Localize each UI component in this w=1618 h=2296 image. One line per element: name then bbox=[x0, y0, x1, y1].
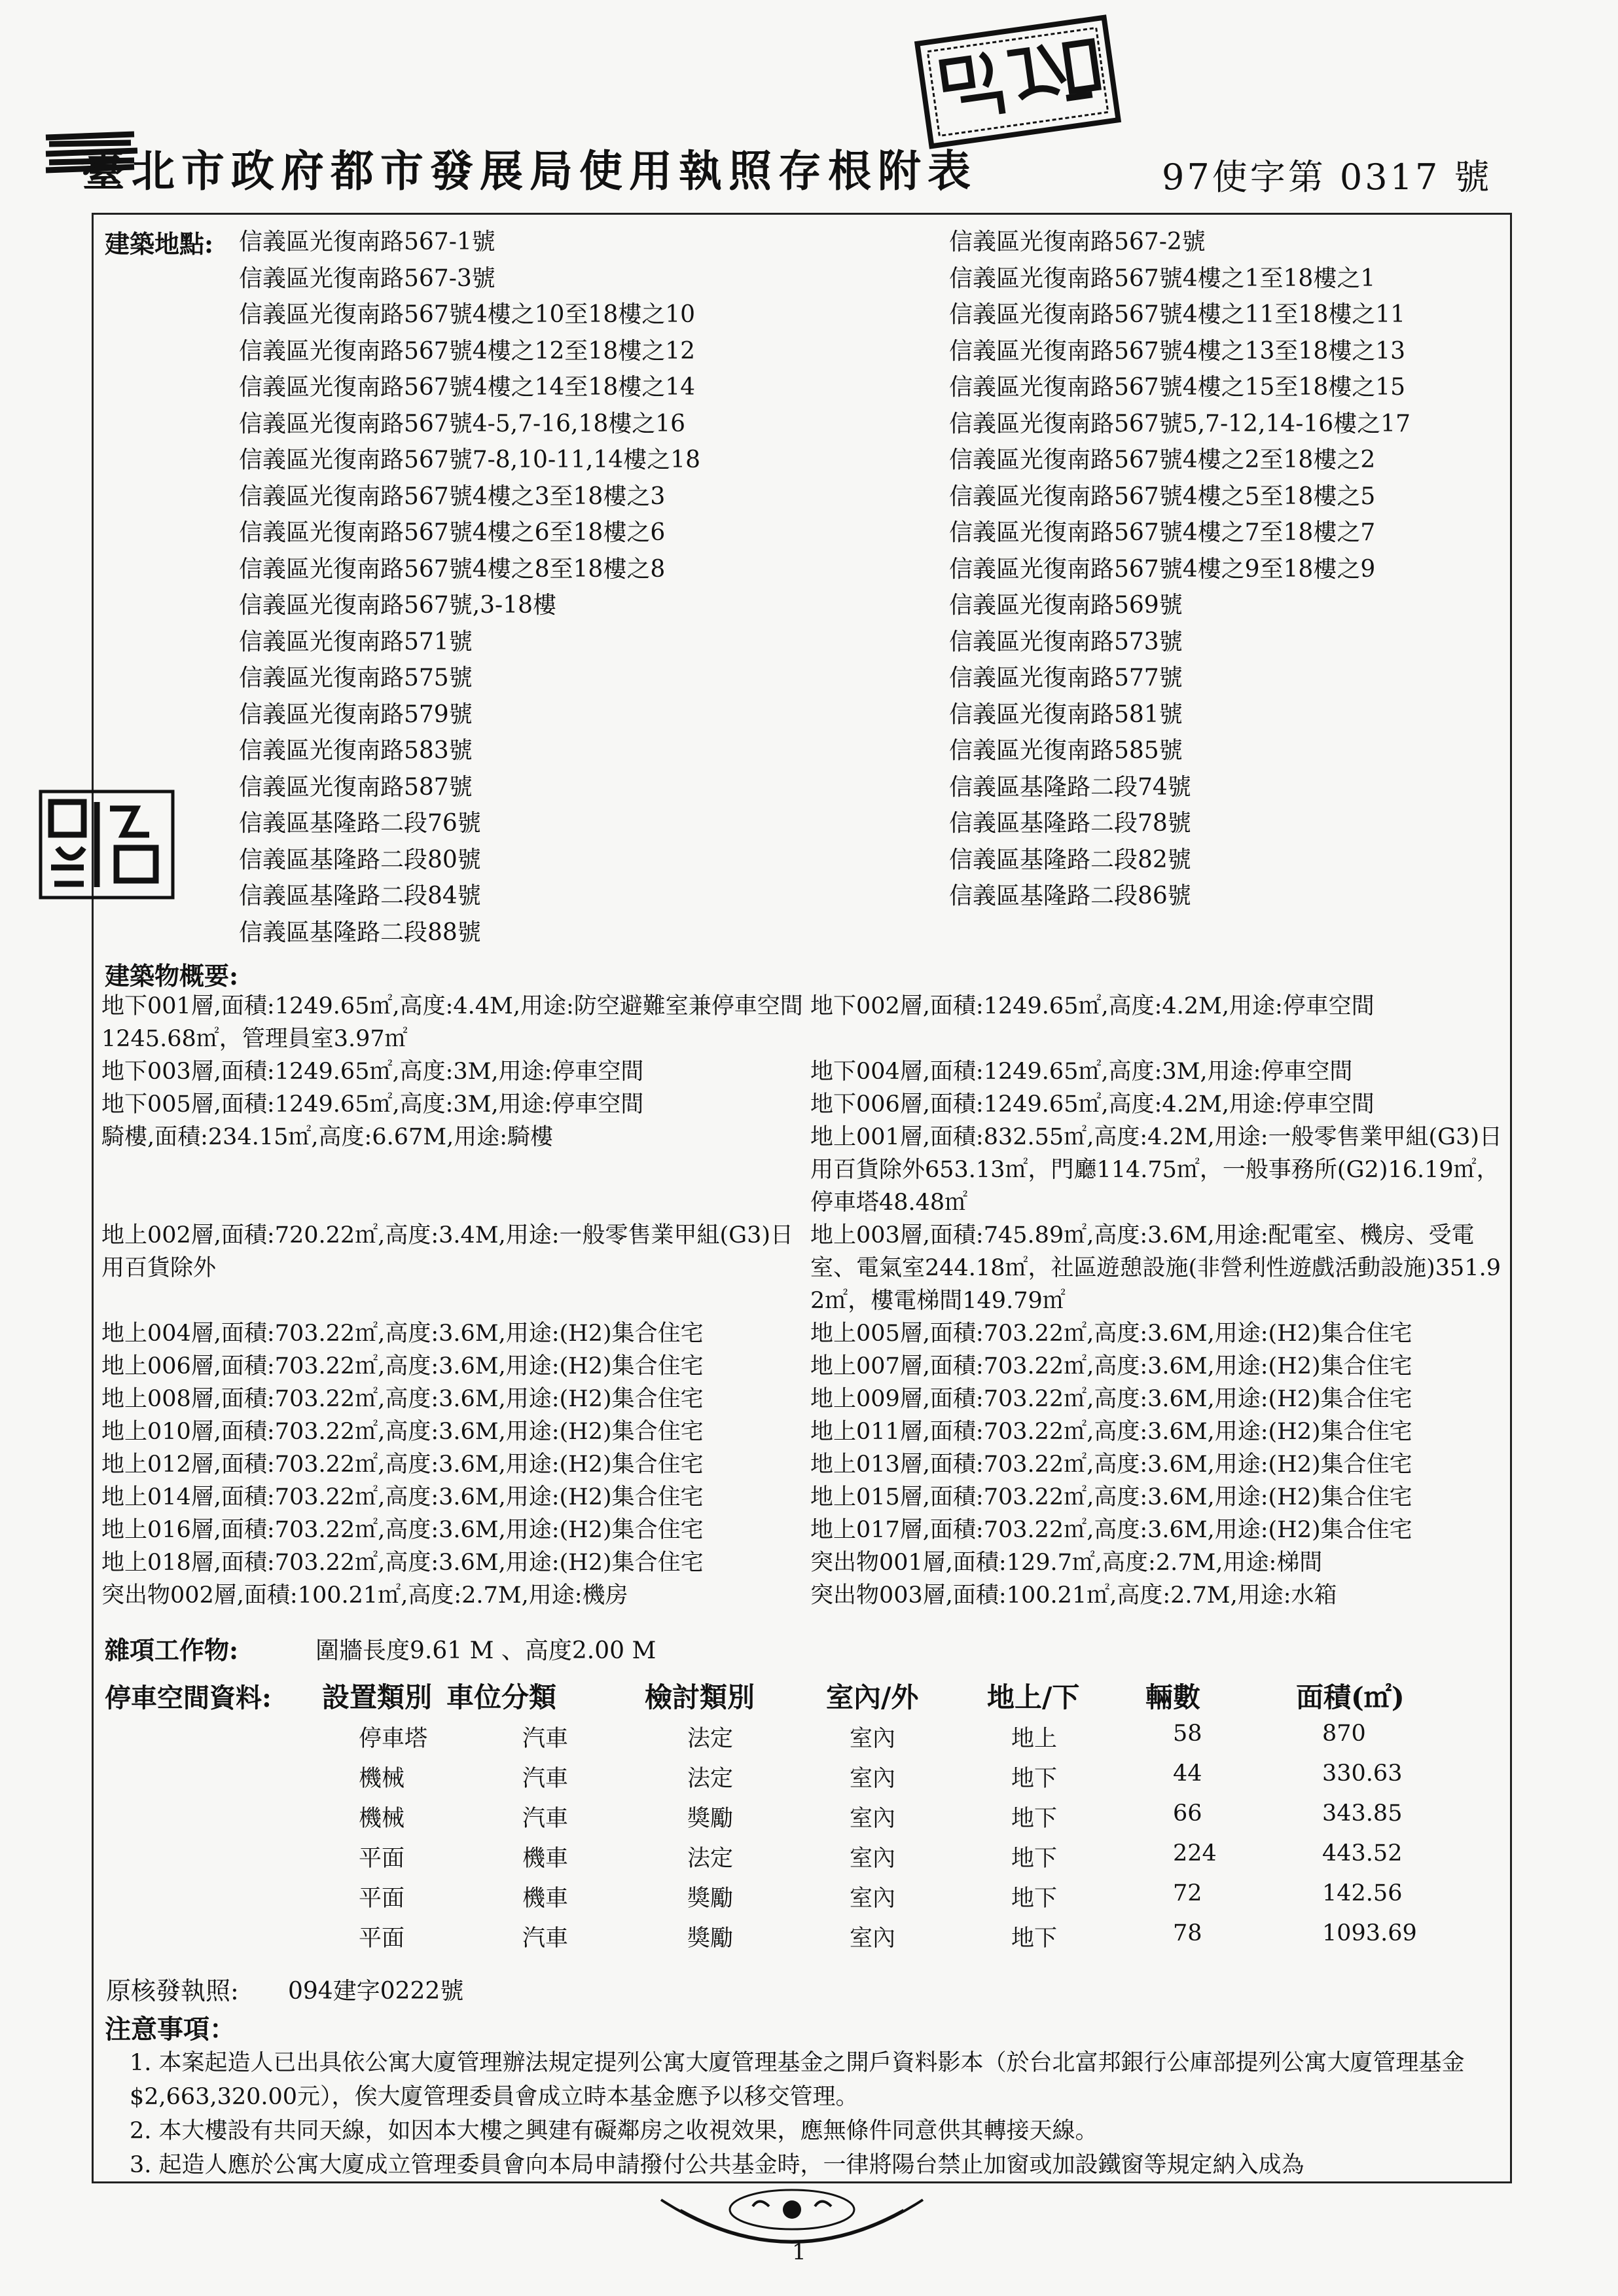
parking-header: 檢討類別 bbox=[645, 1681, 755, 1713]
parking-cell: 汽車 bbox=[522, 1726, 569, 1752]
building-entry: 地下001層,面積:1249.65㎡,高度:4.4M,用途:防空避難室兼停車空間1245.68㎡，管理員室3.97㎡ bbox=[101, 993, 803, 1052]
building-entry: 地上017層,面積:703.22㎡,高度:3.6M,用途:(H2)集合住宅 bbox=[810, 1517, 1412, 1543]
building-entry: 地上009層,面積:703.22㎡,高度:3.6M,用途:(H2)集合住宅 bbox=[810, 1386, 1412, 1412]
parking-header: 輛數 bbox=[1145, 1681, 1201, 1713]
address-list-right bbox=[949, 224, 1411, 915]
address-item: 信義區光復南路581號 bbox=[949, 701, 1183, 728]
building-entry: 地下005層,面積:1249.65㎡,高度:3M,用途:停車空間 bbox=[101, 1091, 644, 1118]
document-number: 97使字第 0317 號 bbox=[1162, 156, 1492, 198]
building-entry: 地上003層,面積:745.89㎡,高度:3.6M,用途:配電室、機房、受電室、電氣室244.18㎡，社區遊憩設施(非營利性遊戲活動設施)351.92㎡，樓電梯間149.79㎡ bbox=[810, 1222, 1501, 1314]
parking-cell: 獎勵 bbox=[687, 1886, 734, 1912]
building-entry: 地下006層,面積:1249.65㎡,高度:4.2M,用途:停車空間 bbox=[810, 1091, 1375, 1118]
parking-header: 設置類別 bbox=[322, 1681, 433, 1713]
parking-cell: 室內 bbox=[850, 1766, 896, 1792]
address-item: 信義區光復南路577號 bbox=[949, 665, 1183, 691]
parking-cell: 機械 bbox=[359, 1766, 405, 1792]
address-item: 信義區光復南路567號4樓之1至18樓之1 bbox=[949, 264, 1376, 292]
parking-cell: 停車塔 bbox=[359, 1726, 428, 1752]
address-item: 信義區光復南路567號4樓之12至18樓之12 bbox=[239, 337, 696, 365]
address-item: 信義區基隆路二段84號 bbox=[239, 883, 481, 909]
address-item: 信義區基隆路二段76號 bbox=[239, 810, 481, 837]
document-title: 臺北市政府都市發展局使用執照存根附表 bbox=[82, 145, 977, 196]
address-item: 信義區光復南路567號5,7-12,14-16樓之17 bbox=[949, 410, 1411, 437]
official-seal-top bbox=[913, 13, 1123, 151]
building-entry: 地上005層,面積:703.22㎡,高度:3.6M,用途:(H2)集合住宅 bbox=[810, 1321, 1412, 1347]
building-entry: 地上012層,面積:703.22㎡,高度:3.6M,用途:(H2)集合住宅 bbox=[101, 1451, 704, 1478]
building-entry: 騎樓,面積:234.15㎡,高度:6.67M,用途:騎樓 bbox=[101, 1124, 553, 1150]
page-number: 1 bbox=[792, 2239, 806, 2265]
address-item: 信義區光復南路567號,3-18樓 bbox=[239, 592, 557, 619]
parking-cell: 室內 bbox=[850, 1886, 896, 1912]
parking-cell: 獎勵 bbox=[687, 1925, 734, 1952]
building-entry: 地上013層,面積:703.22㎡,高度:3.6M,用途:(H2)集合住宅 bbox=[810, 1451, 1412, 1478]
address-item: 信義區光復南路567-2號 bbox=[949, 228, 1206, 255]
address-item: 信義區光復南路571號 bbox=[239, 628, 473, 655]
misc-label: 雜項工作物: bbox=[105, 1635, 239, 1665]
address-item: 信義區光復南路567號4樓之3至18樓之3 bbox=[239, 483, 666, 510]
building-entry: 地上011層,面積:703.22㎡,高度:3.6M,用途:(H2)集合住宅 bbox=[810, 1419, 1412, 1445]
building-entry: 突出物002層,面積:100.21㎡,高度:2.7M,用途:機房 bbox=[101, 1582, 628, 1609]
address-item: 信義區光復南路567號4樓之2至18樓之2 bbox=[949, 446, 1376, 473]
address-item: 信義區基隆路二段80號 bbox=[239, 846, 481, 873]
parking-cell: 44 bbox=[1173, 1760, 1202, 1787]
parking-cell: 法定 bbox=[687, 1846, 734, 1872]
building-entry: 地上006層,面積:703.22㎡,高度:3.6M,用途:(H2)集合住宅 bbox=[101, 1353, 704, 1379]
parking-cell: 142.56 bbox=[1322, 1880, 1403, 1906]
parking-cell: 58 bbox=[1173, 1721, 1202, 1747]
notes-list bbox=[130, 2046, 1511, 2182]
original-permit-label: 原核發執照: bbox=[106, 1977, 239, 2005]
address-item: 信義區光復南路585號 bbox=[949, 737, 1183, 764]
address-item: 信義區光復南路567號4樓之10至18樓之10 bbox=[239, 301, 696, 328]
note-item: 2. 本大樓設有共同天線，如因本大樓之興建有礙鄰房之收視效果，應無條件同意供其轉接天線。 bbox=[130, 2118, 1098, 2144]
building-entry: 地上016層,面積:703.22㎡,高度:3.6M,用途:(H2)集合住宅 bbox=[101, 1517, 704, 1543]
parking-cell: 78 bbox=[1173, 1920, 1202, 1946]
parking-cell: 地下 bbox=[1011, 1766, 1058, 1792]
address-item: 信義區基隆路二段86號 bbox=[949, 883, 1191, 909]
address-item: 信義區光復南路567號4樓之11至18樓之11 bbox=[949, 301, 1406, 328]
original-permit-value: 094建字0222號 bbox=[288, 1978, 464, 2005]
building-list-left bbox=[101, 990, 812, 1612]
parking-cell: 地下 bbox=[1011, 1925, 1058, 1952]
building-entry: 地上018層,面積:703.22㎡,高度:3.6M,用途:(H2)集合住宅 bbox=[101, 1550, 704, 1576]
parking-cell: 870 bbox=[1322, 1721, 1366, 1747]
address-item: 信義區光復南路567號4樓之9至18樓之9 bbox=[949, 555, 1376, 583]
address-item: 信義區基隆路二段88號 bbox=[239, 919, 481, 946]
parking-cell: 地下 bbox=[1011, 1846, 1058, 1872]
parking-cell: 室內 bbox=[850, 1925, 896, 1952]
address-item: 信義區光復南路567號4樓之15至18樓之15 bbox=[949, 374, 1406, 401]
parking-cell: 機車 bbox=[522, 1846, 569, 1872]
parking-cell: 地下 bbox=[1011, 1886, 1058, 1912]
parking-header: 面積(㎡) bbox=[1296, 1681, 1405, 1713]
parking-header: 室內/外 bbox=[826, 1681, 919, 1713]
misc-value: 圍牆長度9.61 M 、高度2.00 M bbox=[315, 1637, 656, 1664]
building-entry: 地下002層,面積:1249.65㎡,高度:4.2M,用途:停車空間 bbox=[810, 993, 1375, 1019]
address-item: 信義區光復南路573號 bbox=[949, 628, 1183, 655]
parking-cell: 室內 bbox=[850, 1726, 896, 1752]
address-list-left bbox=[239, 224, 700, 951]
notes-label: 注意事項： bbox=[105, 2014, 236, 2045]
address-item: 信義區光復南路567號4樓之13至18樓之13 bbox=[949, 337, 1406, 365]
parking-cell: 1093.69 bbox=[1322, 1920, 1417, 1946]
building-entry: 地上014層,面積:703.22㎡,高度:3.6M,用途:(H2)集合住宅 bbox=[101, 1484, 704, 1510]
parking-cell: 汽車 bbox=[522, 1925, 569, 1952]
address-item: 信義區基隆路二段82號 bbox=[949, 846, 1191, 873]
parking-cell: 機車 bbox=[522, 1886, 569, 1912]
building-entry: 地上008層,面積:703.22㎡,高度:3.6M,用途:(H2)集合住宅 bbox=[101, 1386, 704, 1412]
address-item: 信義區基隆路二段74號 bbox=[949, 773, 1191, 801]
address-item: 信義區光復南路567號4樓之7至18樓之7 bbox=[949, 519, 1376, 546]
parking-cell: 法定 bbox=[687, 1766, 734, 1792]
parking-cell: 330.63 bbox=[1322, 1760, 1403, 1787]
parking-cell: 法定 bbox=[687, 1726, 734, 1752]
parking-cell: 地上 bbox=[1011, 1726, 1058, 1752]
parking-cell: 獎勵 bbox=[687, 1806, 734, 1832]
parking-header: 地上/下 bbox=[987, 1681, 1080, 1713]
note-item: 3. 起造人應於公寓大廈成立管理委員會向本局申請撥付公共基金時，一律將陽台禁止加窗或加設鐵窗等規定納入成為 bbox=[130, 2152, 1304, 2178]
address-item: 信義區光復南路567號4樓之8至18樓之8 bbox=[239, 555, 666, 583]
building-entry: 地上004層,面積:703.22㎡,高度:3.6M,用途:(H2)集合住宅 bbox=[101, 1321, 704, 1347]
address-item: 信義區光復南路567號4樓之5至18樓之5 bbox=[949, 483, 1376, 510]
note-item: 1. 本案起造人已出具依公寓大廈管理辦法規定提列公寓大廈管理基金之開戶資料影本（於台北富邦銀行公庫部提列公寓大廈管理基金$2,663,320.00元），俟大廈管理委員會成立時本基金應予以移交管理。 bbox=[130, 2050, 1465, 2110]
parking-cell: 地下 bbox=[1011, 1806, 1058, 1832]
official-seal-left bbox=[38, 789, 175, 900]
building-entry: 地上010層,面積:703.22㎡,高度:3.6M,用途:(H2)集合住宅 bbox=[101, 1419, 704, 1445]
address-item: 信義區光復南路587號 bbox=[239, 773, 473, 801]
address-item: 信義區光復南路567號4樓之14至18樓之14 bbox=[239, 374, 696, 401]
address-item: 信義區光復南路579號 bbox=[239, 701, 473, 728]
building-entry: 地上015層,面積:703.22㎡,高度:3.6M,用途:(H2)集合住宅 bbox=[810, 1484, 1412, 1510]
parking-cell: 平面 bbox=[359, 1846, 405, 1872]
parking-cell: 72 bbox=[1173, 1880, 1202, 1906]
address-item: 信義區光復南路567-3號 bbox=[239, 264, 495, 292]
overview-label: 建築物概要: bbox=[105, 961, 239, 991]
address-item: 信義區光復南路567號7-8,10-11,14樓之18 bbox=[239, 446, 700, 473]
building-entry: 地上002層,面積:720.22㎡,高度:3.4M,用途:一般零售業甲組(G3)日用百貨除外 bbox=[101, 1222, 794, 1281]
parking-cell: 汽車 bbox=[522, 1806, 569, 1832]
parking-cell: 66 bbox=[1173, 1800, 1202, 1827]
building-entry: 地上001層,面積:832.55㎡,高度:4.2M,用途:一般零售業甲組(G3)日用百貨除外653.13㎡，門廳114.75㎡，一般事務所(G2)16.19㎡，停車塔48.48㎡ bbox=[810, 1124, 1503, 1216]
parking-cell: 224 bbox=[1173, 1840, 1217, 1867]
location-label: 建築地點: bbox=[105, 229, 214, 259]
address-item: 信義區光復南路575號 bbox=[239, 665, 473, 691]
building-entry: 突出物001層,面積:129.7㎡,高度:2.7M,用途:梯間 bbox=[810, 1550, 1323, 1576]
building-entry: 地下003層,面積:1249.65㎡,高度:3M,用途:停車空間 bbox=[101, 1059, 644, 1085]
parking-cell: 室內 bbox=[850, 1806, 896, 1832]
parking-cell: 機械 bbox=[359, 1806, 405, 1832]
building-entry: 突出物003層,面積:100.21㎡,高度:2.7M,用途:水箱 bbox=[810, 1582, 1337, 1609]
address-item: 信義區光復南路567-1號 bbox=[239, 228, 495, 255]
parking-cell: 平面 bbox=[359, 1886, 405, 1912]
parking-cell: 343.85 bbox=[1322, 1800, 1403, 1827]
parking-cell: 平面 bbox=[359, 1925, 405, 1952]
building-entry: 地上007層,面積:703.22㎡,高度:3.6M,用途:(H2)集合住宅 bbox=[810, 1353, 1412, 1379]
parking-label: 停車空間資料: bbox=[105, 1683, 272, 1713]
parking-cell: 室內 bbox=[850, 1846, 896, 1872]
parking-cell: 汽車 bbox=[522, 1766, 569, 1792]
address-item: 信義區光復南路569號 bbox=[949, 592, 1183, 619]
building-entry: 地下004層,面積:1249.65㎡,高度:3M,用途:停車空間 bbox=[810, 1059, 1353, 1085]
address-item: 信義區光復南路583號 bbox=[239, 737, 473, 764]
building-list-right bbox=[810, 990, 1512, 1612]
address-item: 信義區基隆路二段78號 bbox=[949, 810, 1191, 837]
address-item: 信義區光復南路567號4樓之6至18樓之6 bbox=[239, 519, 666, 546]
parking-cell: 443.52 bbox=[1322, 1840, 1403, 1867]
parking-header: 車位分類 bbox=[446, 1681, 557, 1713]
address-item: 信義區光復南路567號4-5,7-16,18樓之16 bbox=[239, 410, 686, 437]
